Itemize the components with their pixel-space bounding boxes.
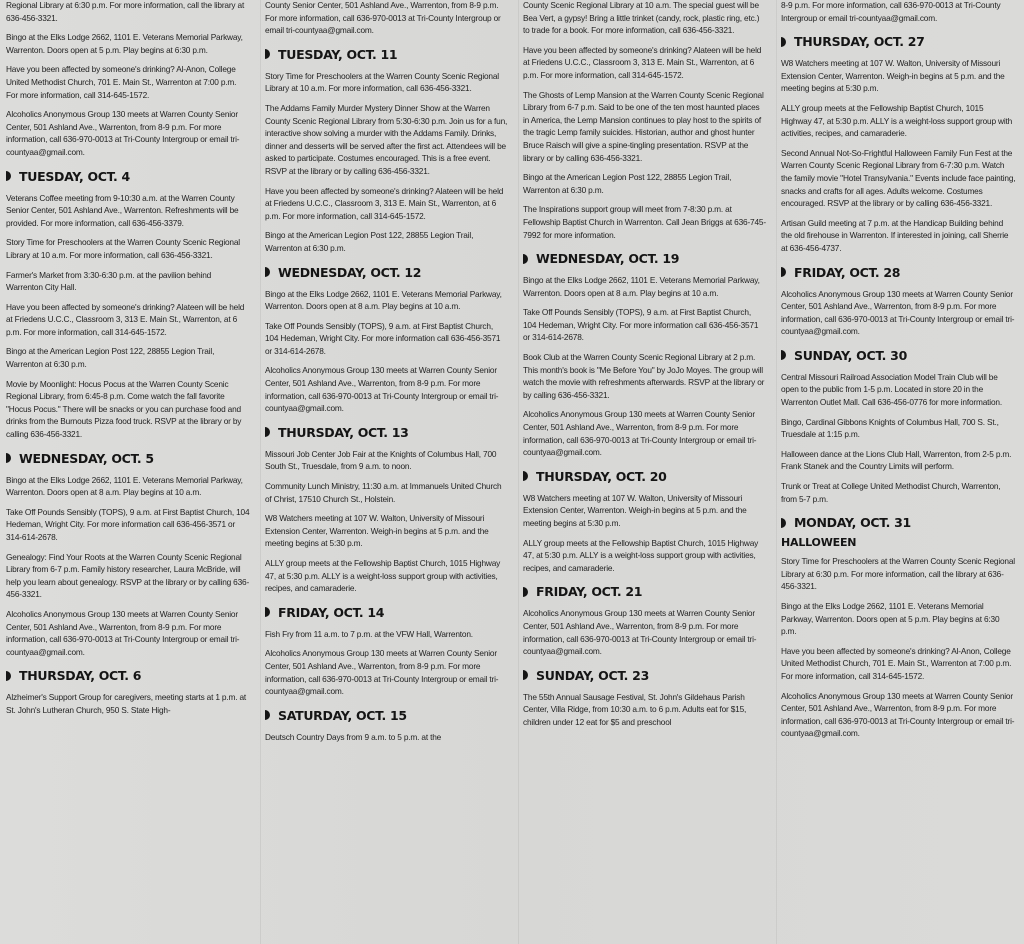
event-listing: Movie by Moonlight: Hocus Pocus at the Warren County Scenic Regional Library, from 6:45-8 p.m. Come watch the fall favorite "Hocus Pocus." There will be snacks or you can purchase food and drinks from the Burnouts Pizza food truck. RSVP at the library or by calling 636-456-3321. bbox=[6, 378, 242, 440]
event-listing: Bingo at the Elks Lodge 2662, 1101 E. Veterans Memorial Parkway, Warrenton. Doors open at 8 a.m. Play begins at 10 a.m. bbox=[265, 288, 502, 312]
event-listing: W8 Watchers meeting at 107 W. Walton, University of Missouri Extension Center, Warrenton. Weigh-in begins at 5 p.m. and the meeting begins at 5:30 p.m. bbox=[265, 513, 489, 549]
heading-marker-icon bbox=[6, 671, 11, 681]
date-heading-text: THURSDAY, OCT. 20 bbox=[536, 468, 667, 484]
event-listing: Community Lunch Ministry, 11:30 a.m. at Immanuels United Church of Christ, 17510 Church St., Holstein. bbox=[265, 481, 502, 504]
event-listing: Halloween dance at the Lions Club Hall, Warrenton, from 2-5 p.m. Frank Stanek and the Country Limits will perform. bbox=[781, 448, 1012, 472]
event-listing: Have you been affected by someone's drinking? Alateen will be held at Friedens U.C.C., Classroom 3, 313 E. Main St., Warrenton, at 6 p.m. For more information, call 314-645-1572. bbox=[523, 44, 762, 80]
heading-marker-icon bbox=[265, 710, 270, 720]
event-listing: Alcoholics Anonymous Group 130 meets at Warren County Senior Center, 501 Ashland Ave., Warrenton, from 8-9 p.m. For more information, call 636-970-0013 at Tri-County Intergroup or email tri-countyaa@gmail.com. bbox=[6, 608, 240, 657]
heading-marker-icon bbox=[523, 587, 528, 597]
date-heading-text: WEDNESDAY, OCT. 5 bbox=[19, 450, 154, 466]
date-heading-text: WEDNESDAY, OCT. 19 bbox=[536, 251, 680, 267]
date-heading bbox=[6, 668, 250, 683]
event-listing: Have you been affected by someone's drinking? Al-Anon, College United Methodist Church, 701 E. Main St., Warrenton at 7:00 p.m. For more information, call 314-645-1572. bbox=[6, 64, 237, 100]
event-listing: Alcoholics Anonymous Group 130 meets at Warren County Senior Center, 501 Ashland Ave., Warrenton, from 8-9 p.m. For more information, call 636-970-0013 at Tri-County Intergroup or email tri-countyaa@gmail.com. bbox=[523, 409, 757, 458]
event-listing: ALLY group meets at the Fellowship Baptist Church, 1015 Highway 47, at 5:30 p.m. ALLY is a weight-loss support group with activities, recipes, and camaraderie. bbox=[781, 102, 1013, 139]
date-heading bbox=[781, 515, 1016, 530]
column-4 bbox=[776, 0, 1024, 944]
event-listing: 8-9 p.m. For more information, call 636-970-0013 at Tri-County Intergroup or email tri-countyaa@gmail.com. bbox=[781, 0, 1001, 23]
event-listing: Trunk or Treat at College United Methodist Church, Warrenton, from 5-7 p.m. bbox=[781, 481, 1001, 504]
date-heading bbox=[6, 451, 250, 466]
event-listing: Veterans Coffee meeting from 9-10:30 a.m. at the Warren County Senior Center, 501 Ashland Ave., Warrenton. Refreshments will be provided. For more information, call 636-456-3379. bbox=[6, 192, 239, 228]
date-heading-text: FRIDAY, OCT. 21 bbox=[536, 584, 643, 600]
heading-marker-icon bbox=[265, 607, 270, 617]
event-listing: Book Club at the Warren County Scenic Regional Library at 2 p.m. This month's book is "Me Before You" by JoJo Moyes. The group will watch the movie with refreshments afterwards. RSVP at the library or by calling 636-456-3321. bbox=[523, 352, 765, 400]
event-listing: The Ghosts of Lemp Mansion at the Warren County Scenic Regional Library from 6-7 p.m. Said to be one of the ten most haunted places in America, the Lemp Mansion continues to play host to the spirits of the tragic Lemp family suicides. Historian, author and ghost hunter Bruce Raisch will give a spine-tingling presentation. RSVP at the library or by calling 636-456-3321. bbox=[523, 89, 764, 163]
date-heading-text: TUESDAY, OCT. 11 bbox=[278, 46, 398, 62]
event-listing: W8 Watchers meeting at 107 W. Walton, University of Missouri Extension Center, Warrenton. Weigh-in begins at 5 p.m. and the meeting begins at 5:30 p.m. bbox=[781, 58, 1005, 94]
event-listing: Artisan Guild meeting at 7 p.m. at the Handicap Building behind the old firehouse in Warrenton. If interested in joining, call Sherrie at 636-456-4737. bbox=[781, 217, 1009, 253]
event-listing: Second Annual Not-So-Frightful Halloween Family Fun Fest at the Warren County Scenic Regional Library from 6-7:30 p.m. Watch the family movie "Hotel Transylvania." Events include face painting, snacks and crafts for all ages. Adults welcome. Costumes encouraged. RSVP at the library or by calling 636-456-3321. bbox=[781, 147, 1016, 209]
event-listing: Fish Fry from 11 a.m. to 7 p.m. at the VFW Hall, Warrenton. bbox=[265, 628, 473, 639]
event-listing: Missouri Job Center Job Fair at the Knights of Columbus Hall, 700 South St., Truesdale, from 9 a.m. to noon. bbox=[265, 448, 497, 472]
event-listing: Bingo at the Elks Lodge 2662, 1101 E. Veterans Memorial Parkway, Warrenton. Doors open at 8 a.m. Play begins at 10 a.m. bbox=[6, 474, 243, 498]
column-1 bbox=[2, 0, 260, 944]
date-heading-text: SATURDAY, OCT. 15 bbox=[278, 707, 407, 723]
date-heading bbox=[523, 668, 766, 683]
event-listing: Bingo, Cardinal Gibbons Knights of Columbus Hall, 700 S. St., Truesdale at 1:15 p.m. bbox=[781, 416, 999, 440]
date-heading-text: THURSDAY, OCT. 13 bbox=[278, 424, 409, 440]
event-listing: Bingo at the Elks Lodge 2662, 1101 E. Veterans Memorial Parkway, Warrenton. Doors open at 5 p.m. Play begins at 6:30 p.m. bbox=[781, 601, 1000, 637]
date-heading bbox=[523, 469, 766, 484]
date-heading-text: SUNDAY, OCT. 23 bbox=[536, 667, 649, 683]
event-listing: Take Off Pounds Sensibly (TOPS), 9 a.m. at First Baptist Church, 104 Hedeman, Wright City. For more information call 636-456-3571 or 314-614-2678. bbox=[6, 506, 250, 542]
event-listing: Have you been affected by someone's drinking? Alateen will be held at Friedens U.C.C., Classroom 3, 313 E. Main St., Warrenton, at 6 p.m. For more information, call 314-645-1572. bbox=[265, 185, 504, 221]
date-heading bbox=[781, 348, 1016, 363]
event-listing: Deutsch Country Days from 9 a.m. to 5 p.m. at the bbox=[265, 731, 442, 742]
heading-marker-icon bbox=[6, 453, 11, 463]
column-3 bbox=[518, 0, 776, 944]
date-heading bbox=[265, 47, 508, 62]
event-listing: Central Missouri Railroad Association Model Train Club will be open to the public from 1-5 p.m. Located in store 20 in the Warrenton Outlet Mall. Call 636-456-0776 for more information. bbox=[781, 371, 1002, 408]
heading-marker-icon bbox=[265, 49, 270, 59]
event-listing: Alcoholics Anonymous Group 130 meets at Warren County Senior Center, 501 Ashland Ave., Warrenton, from 8-9 p.m. For more information, call 636-970-0013 at Tri-County Intergroup or email tri-countyaa@gmail.com. bbox=[265, 365, 499, 414]
event-listing: Story Time for Preschoolers at the Warren County Scenic Regional Library at 6:30 p.m. For more information, call the library at 636-456-3321. bbox=[781, 556, 1015, 592]
event-listing: Regional Library at 6:30 p.m. For more information, call the library at 636-456-3321. bbox=[6, 0, 245, 23]
event-listing: Bingo at the Elks Lodge 2662, 1101 E. Veterans Memorial Parkway, Warrenton. Doors open at 5 p.m. Play begins at 6:30 p.m. bbox=[6, 32, 243, 55]
event-listing: The Addams Family Murder Mystery Dinner Show at the Warren County Scenic Regional Library from 5:30-6:30 p.m. Join us for a fun, interactive show solving a murder with the Addams Family. Drinks, dinner and desserts will be served after the first act. Attendees will be asked to participate. Costumes encouraged. This is a free event. RSVP at the library or by calling 636-456-3321. bbox=[265, 102, 508, 176]
event-listing: County Senior Center, 501 Ashland Ave., Warrenton, from 8-9 p.m. For more information, call 636-970-0013 at Tri-County Intergroup or email tri-countyaa@gmail.com. bbox=[265, 0, 501, 36]
event-listing: Take Off Pounds Sensibly (TOPS), 9 a.m. at First Baptist Church, 104 Hedeman, Wright City. For more information call 636-456-3571 or 314-614-2678. bbox=[265, 320, 501, 356]
event-listing: Take Off Pounds Sensibly (TOPS), 9 a.m. at First Baptist Church, 104 Hedeman, Wright City. For more information call 636-456-3571 or 314-614-2678. bbox=[523, 307, 759, 343]
event-listing: Genealogy: Find Your Roots at the Warren County Scenic Regional Library from 6-7 p.m. Family history researcher, Laura McBride, will help you learn about genealogy. RSVP at the library or by calling 636-456-3321. bbox=[6, 551, 250, 600]
event-listing: W8 Watchers meeting at 107 W. Walton, University of Missouri Extension Center, Warrenton. Weigh-in begins at 5 p.m. and the meeting begins at 5:30 p.m. bbox=[523, 492, 747, 528]
heading-marker-icon bbox=[781, 267, 786, 277]
date-heading-text: MONDAY, OCT. 31 bbox=[794, 515, 911, 531]
column-2 bbox=[260, 0, 518, 944]
event-listing: The Inspirations support group will meet from 7-8:30 p.m. at Fellowship Baptist Church in Warrenton. Call Jean Briggs at 636-745-7992 for more information. bbox=[523, 204, 766, 240]
heading-marker-icon bbox=[781, 37, 786, 47]
date-heading bbox=[265, 265, 508, 280]
event-listing: Alcoholics Anonymous Group 130 meets at Warren County Senior Center, 501 Ashland Ave., Warrenton, from 8-9 p.m. For more information, call 636-970-0013 at Tri-County Intergroup or email tri-countyaa@gmail.com. bbox=[523, 608, 757, 657]
event-listing: The 55th Annual Sausage Festival, St. John's Gildehaus Parish Center, Villa Ridge, from 10:30 a.m. to 6 p.m. Adults eat for $15, children under 12 eat for $5 and preschool bbox=[523, 691, 747, 727]
date-heading bbox=[781, 265, 1016, 280]
event-listing: Have you been affected by someone's drinking? Al-Anon, College United Methodist Church, 701 E. Main St., Warrenton at 7:00 p.m. For more information, call 314-645-1572. bbox=[781, 645, 1012, 681]
date-heading bbox=[6, 169, 250, 184]
date-heading bbox=[265, 605, 508, 620]
event-listing: Alcoholics Anonymous Group 130 meets at Warren County Senior Center, 501 Ashland Ave., Warrenton, from 8-9 p.m. For more information, call 636-970-0013 at Tri-County Intergroup or email tri-countyaa@gmail.com. bbox=[265, 648, 499, 697]
heading-marker-icon bbox=[523, 670, 528, 680]
event-listing: Alcoholics Anonymous Group 130 meets at Warren County Senior Center, 501 Ashland Ave., Warrenton, from 8-9 p.m. For more information, call 636-970-0013 at Tri-County Intergroup or email tri-countyaa@gmail.com. bbox=[781, 690, 1015, 739]
event-listing: ALLY group meets at the Fellowship Baptist Church, 1015 Highway 47, at 5:30 p.m. ALLY is a weight-loss support group with activities, recipes, and camaraderie. bbox=[265, 558, 501, 594]
event-listing: Bingo at the Elks Lodge 2662, 1101 E. Veterans Memorial Parkway, Warrenton. Doors open at 8 a.m. Play begins at 10 a.m. bbox=[523, 275, 760, 298]
date-heading-text: TUESDAY, OCT. 4 bbox=[19, 168, 130, 184]
date-heading-text: WEDNESDAY, OCT. 12 bbox=[278, 264, 422, 280]
date-heading bbox=[781, 34, 1016, 49]
date-heading bbox=[523, 251, 766, 266]
heading-marker-icon bbox=[265, 427, 270, 437]
date-heading-text: THURSDAY, OCT. 27 bbox=[794, 34, 925, 50]
event-listing: County Scenic Regional Library at 10 a.m. The special guest will be Bea Vert, a gypsy! Bring a little trinket (candy, rock, plastic ring, etc.) to trade for a book. For more information, call 636-456-3321. bbox=[523, 0, 760, 36]
event-listing: Bingo at the American Legion Post 122, 28855 Legion Trail, Warrenton at 6:30 p.m. bbox=[523, 172, 732, 195]
heading-marker-icon bbox=[523, 254, 528, 264]
date-heading bbox=[523, 584, 766, 599]
event-listing: Bingo at the American Legion Post 122, 28855 Legion Trail, Warrenton at 6:30 p.m. bbox=[6, 346, 215, 370]
heading-marker-icon bbox=[781, 518, 786, 528]
event-listing: Have you been affected by someone's drinking? Alateen will be held at Friedens U.C.C., Classroom 3, 313 E. Main St., Warrenton, at 6 p.m. For more information, call 314-645-1572. bbox=[6, 301, 245, 337]
event-listing: Alzheimer's Support Group for caregivers, meeting starts at 1 p.m. at St. John's Lutheran Church, 950 S. State High- bbox=[6, 692, 247, 715]
event-listing: Farmer's Market from 3:30-6:30 p.m. at the pavilion behind Warrenton City Hall. bbox=[6, 269, 212, 293]
date-heading bbox=[265, 708, 508, 723]
date-heading-text: SUNDAY, OCT. 30 bbox=[794, 347, 907, 363]
holiday-subheading: HALLOWEEN bbox=[781, 536, 857, 550]
heading-marker-icon bbox=[781, 350, 786, 360]
date-heading-text: FRIDAY, OCT. 14 bbox=[278, 604, 385, 620]
date-heading-text: FRIDAY, OCT. 28 bbox=[794, 264, 901, 280]
heading-marker-icon bbox=[6, 171, 11, 181]
event-listing: Alcoholics Anonymous Group 130 meets at Warren County Senior Center, 501 Ashland Ave., Warrenton, from 8-9 p.m. For more information, call 636-970-0013 at Tri-County Intergroup or email tri-countyaa@gmail.com. bbox=[6, 109, 240, 157]
heading-marker-icon bbox=[265, 267, 270, 277]
date-heading bbox=[265, 425, 508, 440]
event-listing: Alcoholics Anonymous Group 130 meets at Warren County Senior Center, 501 Ashland Ave., Warrenton, from 8-9 p.m. For more information, call 636-970-0013 at Tri-County Intergroup or email tri-countyaa@gmail.com. bbox=[781, 288, 1015, 337]
event-listing: Bingo at the American Legion Post 122, 28855 Legion Trail, Warrenton at 6:30 p.m. bbox=[265, 230, 474, 253]
event-listing: Story Time for Preschoolers at the Warren County Scenic Regional Library at 10 a.m. For more information, call 636-456-3321. bbox=[265, 70, 499, 94]
event-listing: Story Time for Preschoolers at the Warren County Scenic Regional Library at 10 a.m. For more information, call 636-456-3321. bbox=[6, 237, 240, 260]
date-heading-text: THURSDAY, OCT. 6 bbox=[19, 668, 142, 684]
heading-marker-icon bbox=[523, 471, 528, 481]
event-listing: ALLY group meets at the Fellowship Baptist Church, 1015 Highway 47, at 5:30 p.m. ALLY is a weight-loss support group with activities, recipes, and camaraderie. bbox=[523, 537, 759, 573]
